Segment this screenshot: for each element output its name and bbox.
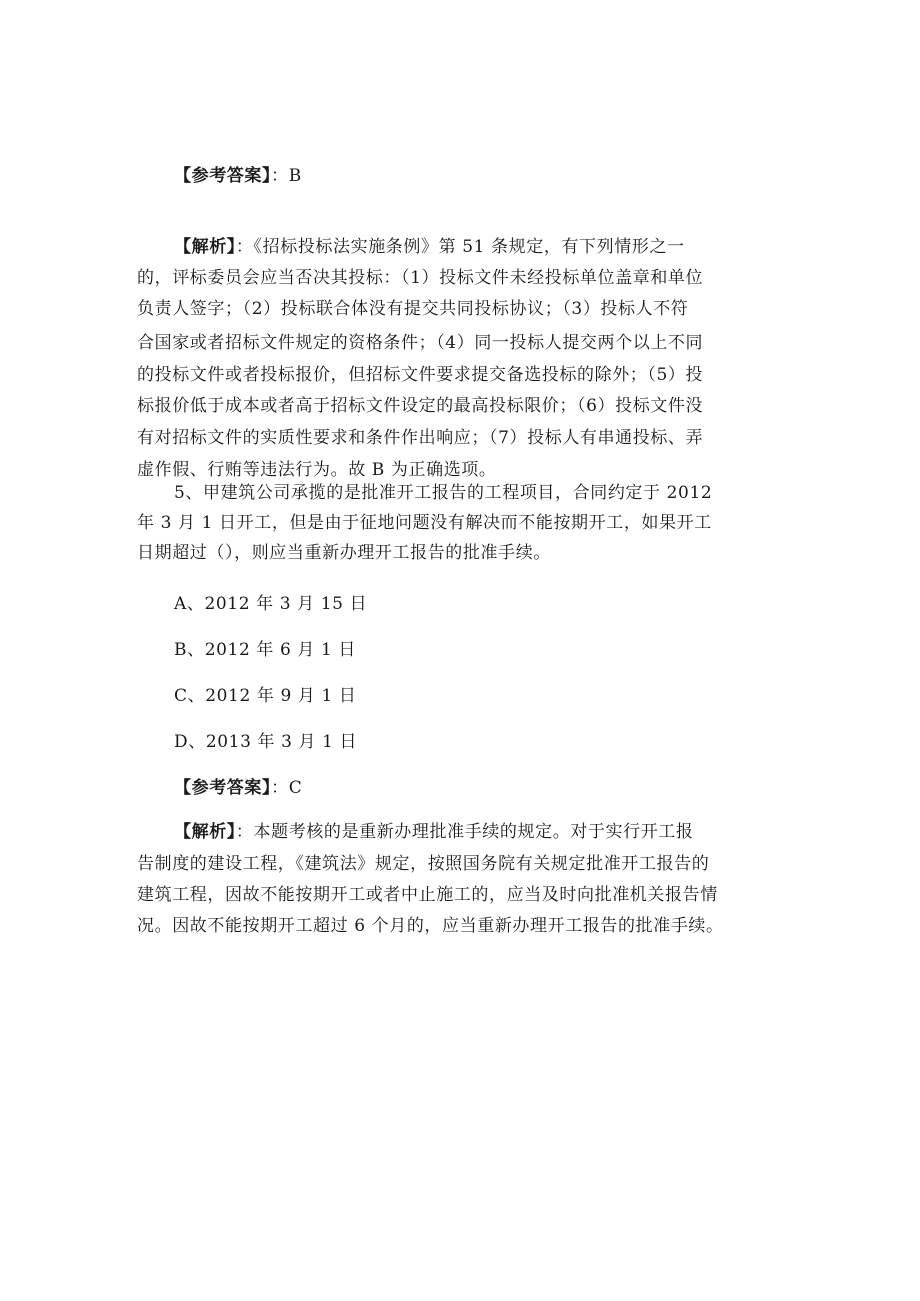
answer-value: ：C [271,778,303,798]
analysis-1-line-4: 的投标文件或者投标报价，但招标文件要求提交备选投标的除外；（5）投 [137,365,704,385]
analysis-2-line-2: 建筑工程，因故不能按期开工或者中止施工的，应当及时向批准机关报告情 [137,885,718,905]
option-a: A、2012 年 3 月 15 日 [174,594,368,614]
analysis-text: ：《招标投标法实施条例》第 51 条规定，有下列情形之一 [235,237,685,257]
analysis-1-line-2: 负责人签字；（2）投标联合体没有提交共同投标协议；（3）投标人不符 [137,299,689,319]
answer-line-1 [174,164,302,188]
answer-label: 【参考答案】 [174,778,272,798]
analysis-2-line-3: 况。因故不能按期开工超过 6 个月的，应当重新办理开工报告的批准手续。 [137,916,724,936]
answer-label: 【参考答案】 [174,166,272,186]
answer-line-2 [174,776,302,800]
analysis-1-line-6: 有对招标文件的实质性要求和条件作出响应；（7）投标人有串通投标、弄 [137,428,704,448]
analysis-text: ：本题考核的是重新办理批准手续的规定。对于实行开工报 [235,822,694,842]
question-5-line-1: 年 3 月 1 日开工，但是由于征地问题没有解决而不能按期开工，如果开工 [137,513,712,533]
analysis-1-line-0 [174,235,685,259]
analysis-label: 【解析】 [174,237,236,257]
question-5-line-0: 5、甲建筑公司承揽的是批准开工报告的工程项目，合同约定于 2012 [174,483,713,503]
analysis-2-line-1: 告制度的建设工程，《建筑法》规定，按照国务院有关规定批准开工报告的 [137,854,710,874]
analysis-1-line-1: 的，评标委员会应当否决其投标：（1）投标文件未经投标单位盖章和单位 [137,268,704,288]
analysis-label: 【解析】 [174,822,236,842]
option-c: C、2012 年 9 月 1 日 [174,686,357,706]
analysis-1-line-3: 合国家或者招标文件规定的资格条件；（4）同一投标人提交两个以上不同 [137,333,704,353]
analysis-1-line-7: 虚作假、行贿等违法行为。故 B 为正确选项。 [137,460,497,480]
analysis-2-line-0 [174,820,694,844]
option-d: D、2013 年 3 月 1 日 [174,732,358,752]
option-b: B、2012 年 6 月 1 日 [174,640,357,660]
question-5-line-2: 日期超过（），则应当重新办理开工报告的批准手续。 [137,543,551,563]
analysis-1-line-5: 标报价低于成本或者高于招标文件设定的最高投标限价；（6）投标文件没 [137,396,704,416]
answer-value: ：B [271,166,302,186]
